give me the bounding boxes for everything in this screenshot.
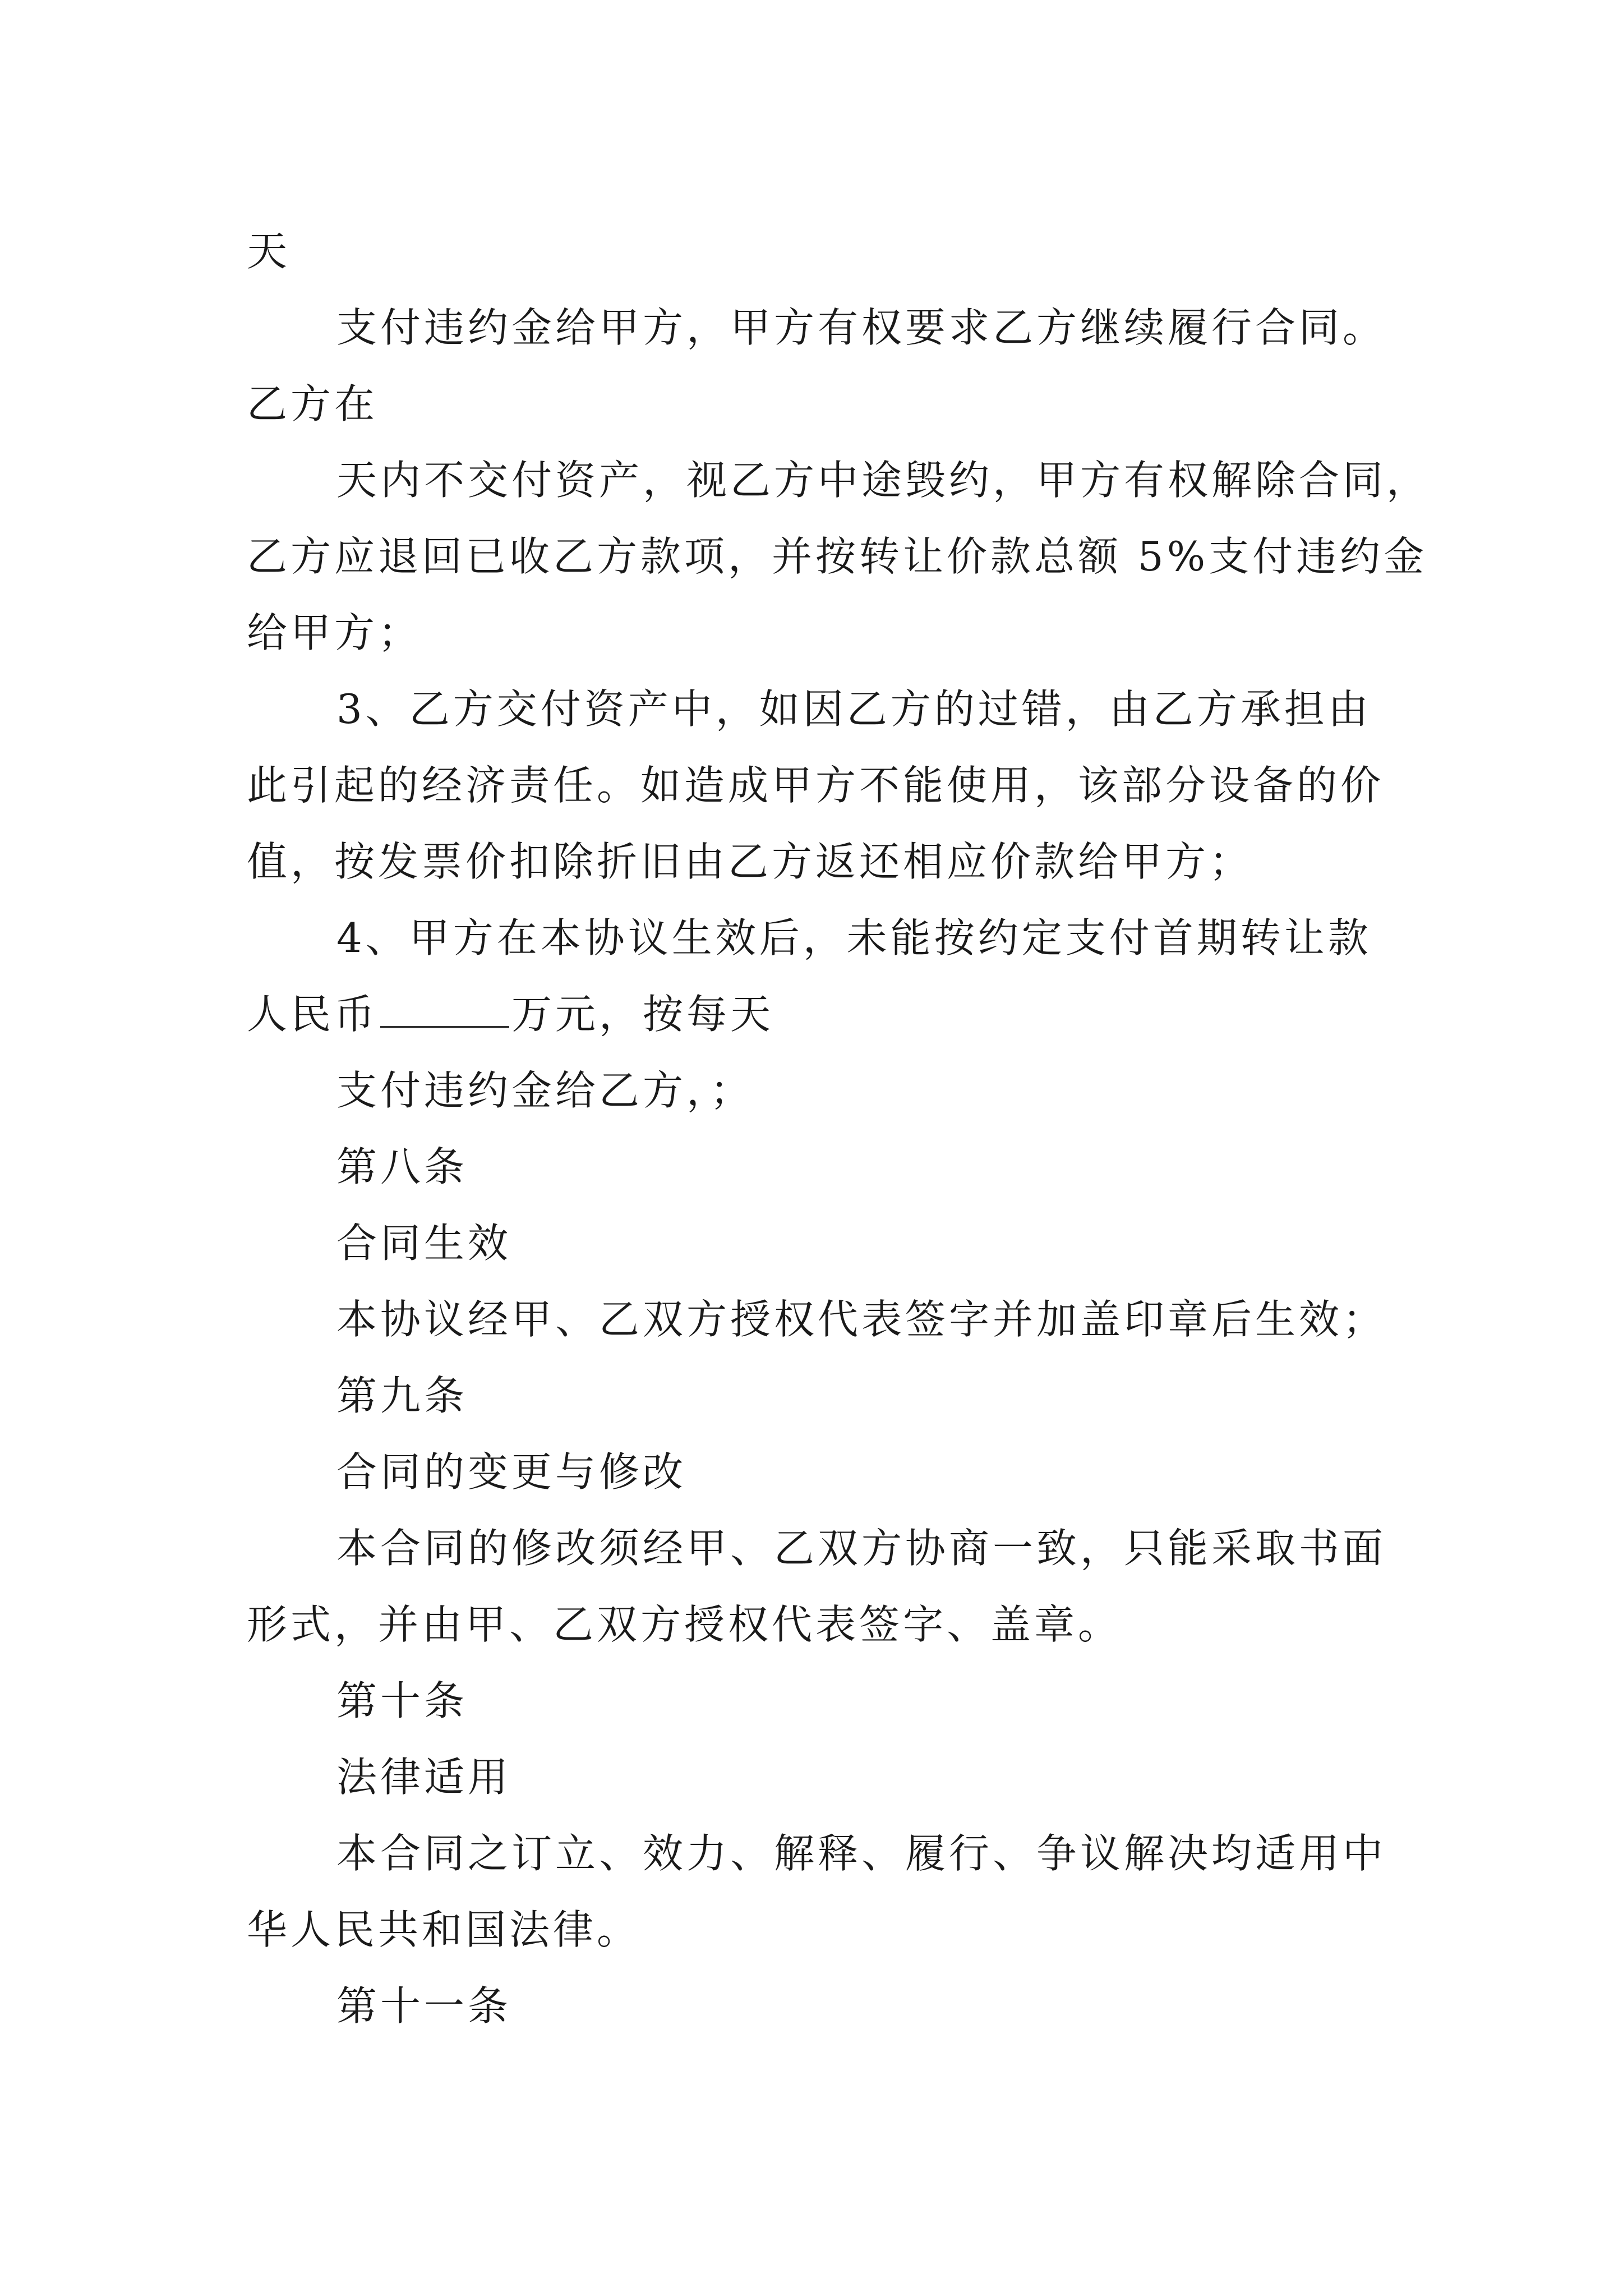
text-line: 乙方应退回已收乙方款项，并按转让价款总额 5%支付违约金 (247, 533, 1428, 580)
text-line: 乙方在 (247, 380, 379, 427)
text-line: 3、乙方交付资产中，如因乙方的过错，由乙方承担由 (336, 685, 1372, 733)
text-line (247, 976, 1396, 1052)
text-line: 支付违约金给甲方，甲方有权要求乙方继续履行合同。 (336, 304, 1387, 351)
text-segment: 人民币 (247, 991, 379, 1038)
article-heading: 第九条 (336, 1372, 468, 1419)
text-line: 本合同之订立、效力、解释、履行、争议解决均适用中 (336, 1830, 1387, 1877)
article-title: 合同的变更与修改 (336, 1448, 687, 1496)
text-line: 给甲方； (247, 609, 422, 656)
text-line: 本协议经甲、乙双方授权代表签字并加盖印章后生效； (336, 1296, 1387, 1343)
document-body (247, 213, 1431, 2044)
article-title: 合同生效 (336, 1220, 512, 1267)
text-line: 此引起的经济责任。如造成甲方不能使用，该部分设备的价 (247, 762, 1385, 809)
text-line: 值，按发票价扣除折旧由乙方返还相应价款给甲方； (247, 838, 1253, 885)
article-heading: 第八条 (336, 1143, 468, 1190)
text-line: 形式，并由甲、乙双方授权代表签字、盖章。 (247, 1601, 1122, 1648)
fill-in-blank (380, 991, 509, 1028)
text-line: 华人民共和国法律。 (247, 1906, 641, 1953)
text-line: 4、甲方在本协议生效后，未能按约定支付首期转让款 (336, 914, 1372, 961)
text-line: 天内不交付资产，视乙方中途毁约，甲方有权解除合同， (336, 457, 1431, 504)
text-line: 支付违约金给乙方，； (336, 1067, 754, 1114)
text-line: 天 (247, 228, 291, 275)
text-line: 本合同的修改须经甲、乙双方协商一致，只能采取书面 (336, 1525, 1387, 1572)
article-heading: 第十条 (336, 1677, 468, 1724)
text-segment: 万元，按每天 (511, 991, 774, 1038)
article-title: 法律适用 (336, 1754, 512, 1801)
article-heading: 第十一条 (336, 1982, 512, 2030)
